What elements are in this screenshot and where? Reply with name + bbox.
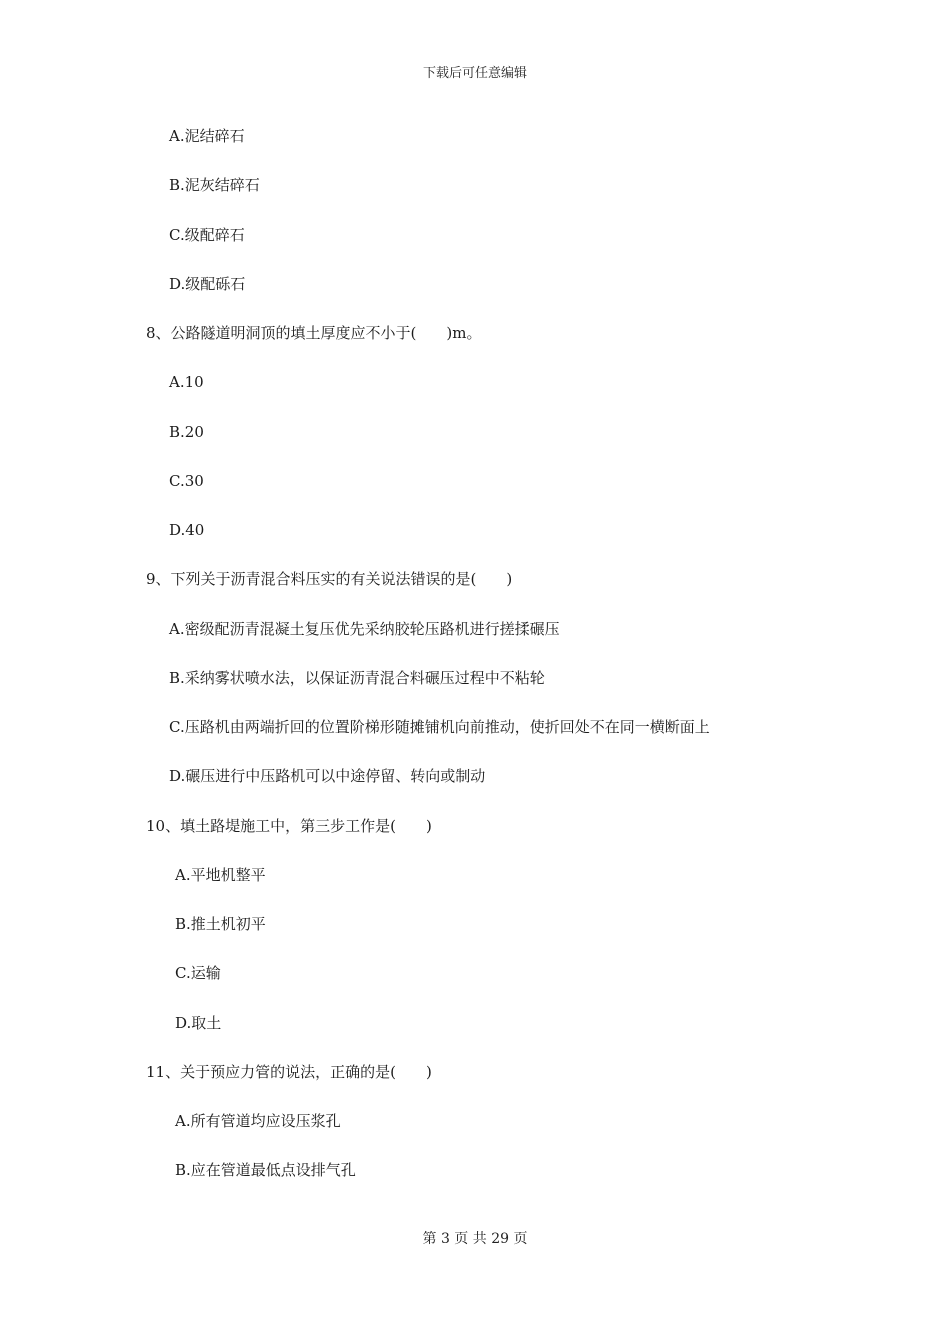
option-11b: B.应在管道最低点设排气孔 bbox=[175, 1161, 356, 1179]
option-10b: B.推土机初平 bbox=[175, 915, 266, 933]
question-8: 8、公路隧道明洞顶的填土厚度应不小于( )m。 bbox=[146, 324, 482, 342]
option-11a: A.所有管道均应设压浆孔 bbox=[175, 1112, 341, 1130]
question-11: 11、关于预应力管的说法，正确的是( ) bbox=[146, 1063, 432, 1081]
option-8c: C.30 bbox=[169, 472, 204, 490]
option-8d: D.40 bbox=[169, 521, 205, 539]
option-10d: D.取土 bbox=[175, 1014, 222, 1032]
option-9b: B.采纳雾状喷水法，以保证沥青混合料碾压过程中不粘轮 bbox=[169, 669, 545, 687]
question-9: 9、下列关于沥青混合料压实的有关说法错误的是( ) bbox=[146, 570, 513, 588]
question-10: 10、填土路堤施工中，第三步工作是( ) bbox=[146, 817, 432, 835]
option-9c: C.压路机由两端折回的位置阶梯形随摊铺机向前推动，使折回处不在同一横断面上 bbox=[169, 718, 710, 736]
option-7c: C.级配碎石 bbox=[169, 226, 245, 244]
option-9d: D.碾压进行中压路机可以中途停留、转向或制动 bbox=[169, 767, 486, 785]
option-8a: A.10 bbox=[169, 373, 204, 391]
option-10c: C.运输 bbox=[175, 964, 221, 982]
option-7a: A.泥结碎石 bbox=[169, 127, 245, 145]
option-7d: D.级配砾石 bbox=[169, 275, 246, 293]
option-9a: A.密级配沥青混凝土复压优先采纳胶轮压路机进行搓揉碾压 bbox=[169, 620, 560, 638]
page-footer: 第 3 页 共 29 页 bbox=[422, 1231, 528, 1247]
option-10a: A.平地机整平 bbox=[175, 866, 266, 884]
page-header: 下载后可任意编辑 bbox=[422, 66, 527, 81]
option-7b: B.泥灰结碎石 bbox=[169, 176, 260, 194]
option-8b: B.20 bbox=[169, 423, 204, 441]
